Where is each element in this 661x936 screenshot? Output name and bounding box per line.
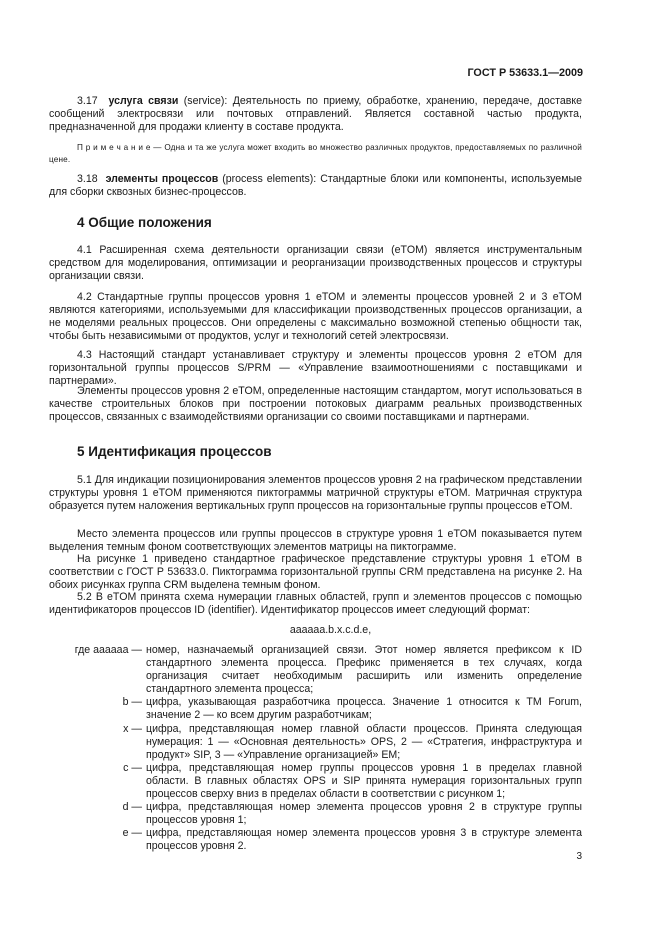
term: услуга связи [108, 95, 179, 107]
note-3-17 [49, 142, 582, 165]
paragraph-5-1: 5.1 Для индикации позиционирования элементов процессов уровня 2 на графическом представлении структуры уровня 1 eTOM применяются пиктограммы матричной структуры eTOM. Матричная структура образуется путем наложения вертикальных групп процессов на горизонтальные группы процессов eTOM. [49, 474, 582, 513]
definition-value: цифра, представляющая номер главной области процессов. Принята следующая нумерация: 1 — «Основная деятельность» OPS, 2 — «Стратегия, инфраструктура и продукт» SIP, 3 — «Управление организацией» EM; [146, 722, 582, 761]
definition-key: d — [122, 801, 142, 814]
paragraph-4-2: 4.2 Стандартные группы процессов уровня 1 eTOM и элементы процессов уровней 2 и 3 eTOM являются категориями, используемыми для классификации производственных процессов организации, а не моделями реальных процессов. Они определены с максимально возможной степенью общности так, чтобы быть независимыми от продуктов, услуг и технологий сетей электросвязи. [49, 291, 582, 343]
definition-value: цифра, представляющая номер элемента процессов уровня 3 в структуре элемента процессов уровня 2. [146, 827, 582, 853]
section-4-title: 4 Общие положения [77, 215, 212, 230]
definition-key: x — [123, 722, 142, 735]
definition: (service): Деятельность по приему, обработке, хранению, передаче, доставке сообщений электросвязи или почтовых отправлений. Является составной частью продукта, предназначенной для продажи клиенту в составе продукта. [49, 95, 582, 134]
definition-row [49, 762, 582, 801]
clause-number: 3.17 [77, 95, 98, 107]
definition-row [49, 644, 582, 696]
definition-value: номер, назначаемый организацией связи. Этот номер является префиксом к ID стандартного элемента процесса. Префикс применяется в тех случаях, когда организация считает необходимым расширить или изменить определение стандартного элемента процесса; [146, 644, 582, 696]
paragraph-5-1-b: Место элемента процессов или группы процессов в структуре уровня 1 eTOM показывается путем выделения темным фоном соответствующих элементов матрицы на пиктограмме. [49, 528, 582, 554]
paragraph-5-2: 5.2 В eTOM принята схема нумерации главных областей, групп и элементов процессов с помощью идентификаторов процессов ID (identifier). Идентификатор процессов имеет следующий формат: [49, 591, 582, 617]
definition-key: e — [122, 827, 142, 840]
note-label: П р и м е ч а н и е [77, 143, 151, 152]
section-5-title: 5 Идентификация процессов [77, 444, 272, 459]
clause-number: 3.18 [77, 173, 98, 185]
definition-row [49, 696, 582, 722]
definition-key: c — [123, 761, 142, 774]
definition-value: цифра, представляющая номер элемента процессов уровня 2 в структуре группы процессов уровня 1; [146, 801, 582, 827]
definition-list [49, 644, 582, 854]
id-format: aaaaaa.b.x.c.d.e, [289, 624, 372, 636]
definition-value: цифра, представляющая номер группы процессов уровня 1 в пределах главной области. В главных областях OPS и SIP принята нумерация горизонтальных групп процессов сверху вниз в пределах области в соответствии с рисунком 1; [146, 761, 582, 801]
paragraph-4-1: 4.1 Расширенная схема деятельности организации связи (eTOM) является инструментальным средством для моделирования, оптимизации и реорганизации производственных процессов и структуры организации связи. [49, 244, 582, 283]
paragraph-4-note: Элементы процессов уровня 2 eTOM, определенные настоящим стандартом, могут использоваться в качестве строительных блоков при построении потоковых диаграмм реальных производственных процессов, связанных с взаимодействиями организации со своими поставщиками и партнерами. [49, 385, 582, 424]
definition-row [49, 827, 582, 853]
page-number: 3 [576, 851, 582, 862]
definition-value: цифра, указывающая разработчика процесса. Значение 1 относится к TM Forum, значение 2 — ко всем другим разработчикам; [146, 696, 582, 722]
paragraph-4-3: 4.3 Настоящий стандарт устанавливает структуру и элементы процессов уровня 2 eTOM для горизонтальной группы процессов S/PRM — «Управление взаимоотношениями с поставщиками и партнерами». [49, 349, 582, 388]
clause-3-18 [49, 173, 582, 199]
term: элементы процессов [105, 173, 219, 185]
definition: (process elements): Стандартные блоки или компоненты, используемые для сборки сквозных бизнес-процессов. [49, 173, 582, 199]
definition-row [49, 801, 582, 827]
paragraph-5-1-c: На рисунке 1 приведено стандартное графическое представление структуры уровня 1 eTOM в соответствии с ГОСТ Р 53633.0. Пиктограмма горизонтальной группы CRM представлена на рисунке 2. На обоих рисунках группа CRM выделена темным фоном. [49, 553, 582, 592]
definition-row [49, 723, 582, 762]
standard-number: ГОСТ Р 53633.1—2009 [467, 67, 583, 79]
definition-key: где aaaaaa — [74, 644, 142, 656]
clause-3-17 [49, 95, 582, 134]
definition-key: b — [122, 696, 142, 709]
note-text: — Одна и та же услуга может входить во множество различных продуктов, предоставляемых по различной цене. [49, 143, 582, 164]
